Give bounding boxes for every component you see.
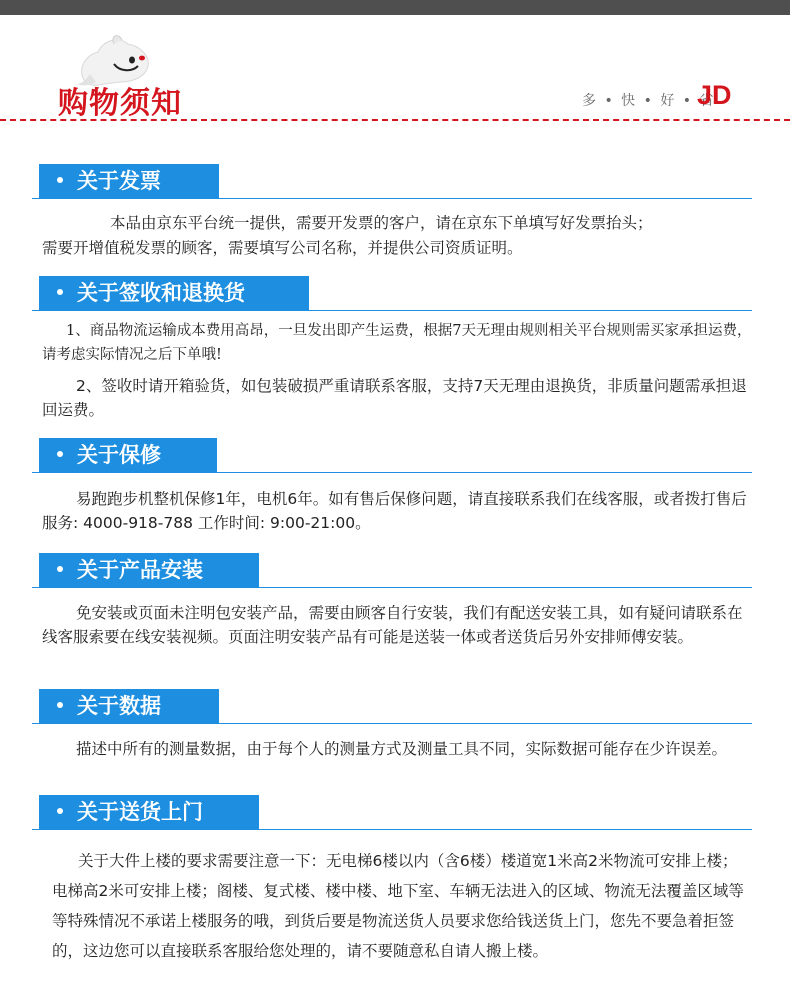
slogan: 多 • 快 • 好 • 省 bbox=[582, 93, 716, 109]
section-underline bbox=[32, 829, 752, 830]
section-header bbox=[32, 438, 752, 474]
top-bar bbox=[0, 0, 790, 15]
section-title-tab bbox=[39, 689, 219, 723]
header-divider bbox=[0, 119, 790, 121]
bullet-icon bbox=[57, 702, 63, 708]
returns-paragraph-1: 1、商品物流运输成本费用高昂，一旦发出即产生运费，根据7天无理由规则相关平台规则需买家承担运费，请考虑实际情况之后下单哦! bbox=[42, 323, 752, 363]
invoice-paragraph-1: 本品由京东平台统一提供，需要开发票的客户，请在京东下单填写好发票抬头； bbox=[110, 214, 653, 232]
section-header bbox=[32, 553, 752, 589]
section-title: 关于产品安装 bbox=[77, 558, 203, 582]
section-title: 关于保修 bbox=[77, 443, 161, 467]
section-title-tab bbox=[39, 276, 309, 310]
section-header bbox=[32, 276, 752, 312]
bullet-icon bbox=[57, 451, 63, 457]
section-title: 关于数据 bbox=[77, 694, 161, 718]
section-underline bbox=[32, 723, 752, 724]
bullet-icon bbox=[57, 566, 63, 572]
page-title: 购物须知 bbox=[58, 86, 182, 121]
section-underline bbox=[32, 198, 752, 199]
section-title-tab bbox=[39, 795, 259, 829]
warranty-paragraph: 易跑跑步机整机保修1年，电机6年。如有售后保修问题，请直接联系我们在线客服，或者拨打售后服务: 4000-918-788 工作时间: 9:00-21:00。 bbox=[42, 490, 747, 532]
section-title: 关于送货上门 bbox=[77, 800, 203, 824]
invoice-paragraph-2: 需要开增值税发票的顾客，需要填写公司名称，并提供公司资质证明。 bbox=[42, 239, 523, 257]
section-underline bbox=[32, 472, 752, 473]
bullet-icon bbox=[57, 808, 63, 814]
section-underline bbox=[32, 587, 752, 588]
jd-logo: JD bbox=[697, 80, 732, 110]
brand-logo bbox=[58, 34, 218, 121]
delivery-paragraph: 关于大件上楼的要求需要注意一下：无电梯6楼以内（含6楼）楼道宽1米高2米物流可安排上楼；电梯高2米可安排上楼；阁楼、复式楼、楼中楼、地下室、车辆无法进入的区域、物流无法覆盖区域等等特殊情况不承诺上楼服务的哦，到货后要是物流送货人员要求您给钱送货上门，您先不要急着拒签的，这边您可以直接联系客服给您处理的，请不要随意私自请人搬上楼。 bbox=[52, 852, 744, 960]
section-title-tab bbox=[39, 164, 219, 198]
install-paragraph: 免安装或页面未注明包安装产品，需要由顾客自行安装，我们有配送安装工具，如有疑问请联系在线客服索要在线安装视频。页面注明安装产品有可能是送装一体或者送货后另外安排师傅安装。 bbox=[42, 604, 743, 646]
section-header bbox=[32, 795, 752, 831]
bullet-icon bbox=[57, 289, 63, 295]
section-title-tab bbox=[39, 553, 259, 587]
returns-paragraph-2: 2、签收时请开箱验货，如包装破损严重请联系客服，支持7天无理由退换货，非质量问题需承担退回运费。 bbox=[42, 377, 747, 419]
data-paragraph: 描述中所有的测量数据，由于每个人的测量方式及测量工具不同，实际数据可能存在少许误差。 bbox=[76, 740, 728, 758]
section-title: 关于发票 bbox=[77, 169, 161, 193]
section-title-tab bbox=[39, 438, 217, 472]
section-header bbox=[32, 689, 752, 725]
section-underline bbox=[32, 310, 752, 311]
section-header bbox=[32, 164, 752, 200]
bullet-icon bbox=[57, 177, 63, 183]
section-title: 关于签收和退换货 bbox=[77, 281, 245, 305]
